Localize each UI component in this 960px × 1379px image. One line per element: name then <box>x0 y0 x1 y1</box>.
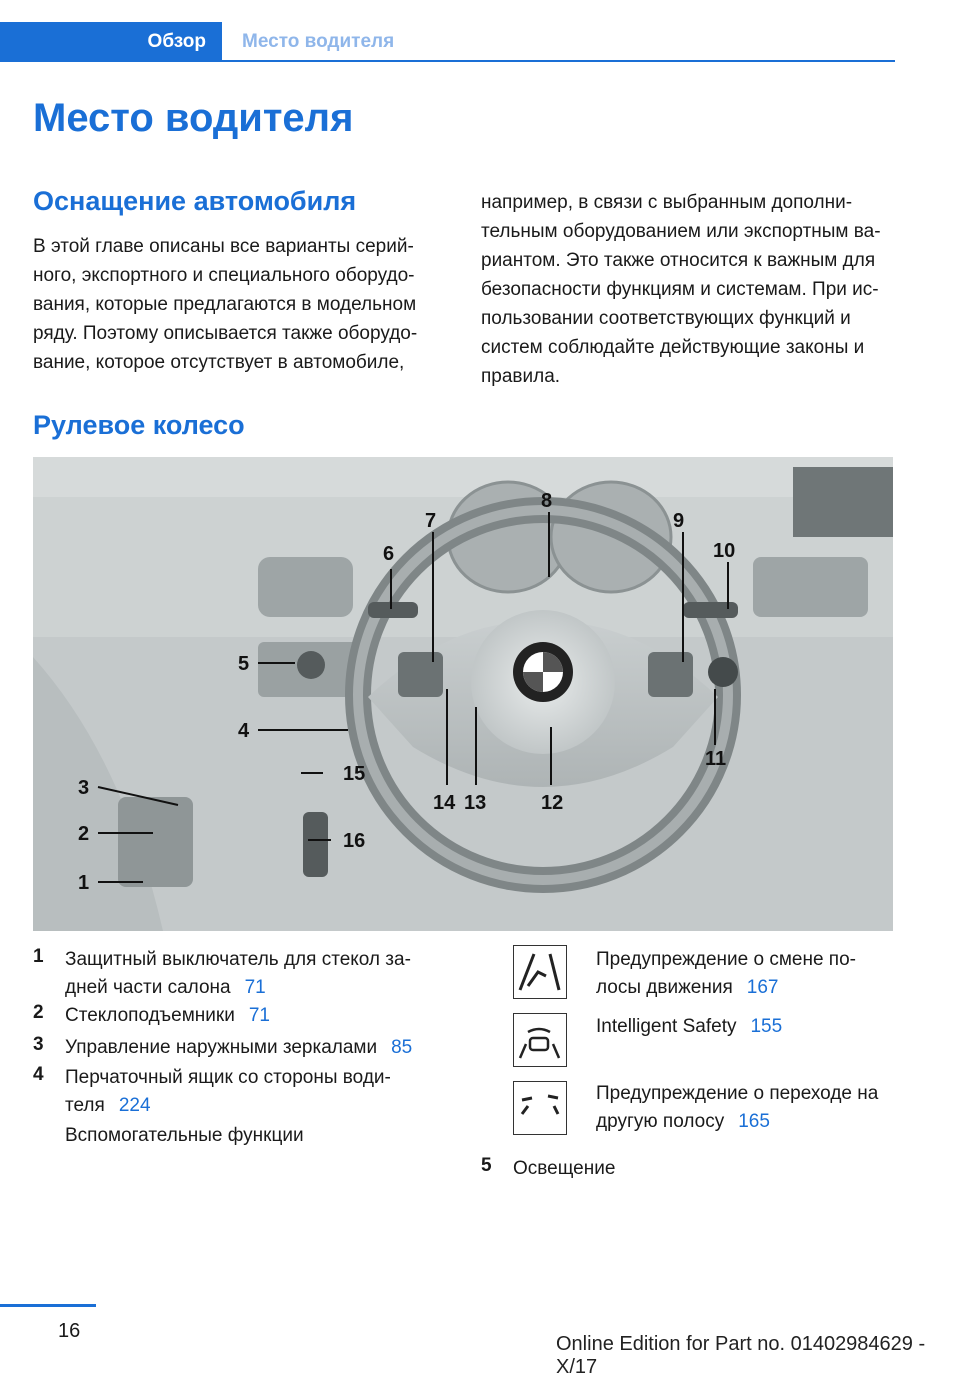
text-line: пользовании соответствующих функций и <box>481 308 851 329</box>
callout-4: 4 <box>238 720 250 742</box>
legend-num: 3 <box>33 1034 44 1055</box>
text-line: ного, экспортного и специального оборудо- <box>33 265 415 286</box>
bmw-logo <box>513 642 573 702</box>
cockpit-illustration <box>33 457 893 931</box>
legend-item-lane-departure <box>596 946 856 1002</box>
legend-num: 2 <box>33 1002 44 1023</box>
edition-note: Online Edition for Part no. 01402984629 - X/17 <box>556 1333 926 1378</box>
legend-item-intelligent-safety <box>596 1013 782 1041</box>
text-line: ряду. Поэтому описывается также оборудо- <box>33 323 418 344</box>
tab-driver-seat[interactable]: Место водителя <box>242 31 395 52</box>
legend-text: Освещение <box>513 1158 616 1179</box>
page-number: 16 <box>58 1320 81 1342</box>
legend-text: Вспомогательные функции <box>65 1125 304 1146</box>
header-rule <box>0 60 895 62</box>
legend-num: 4 <box>33 1064 44 1085</box>
callout-14: 14 <box>433 792 456 814</box>
legend-text: Intelligent Safety <box>596 1016 737 1037</box>
footer-rule <box>0 1304 96 1307</box>
callout-1: 1 <box>78 872 90 894</box>
page-title: Место водителя <box>33 96 354 140</box>
text-line: вание, которое отсутствует в автомобиле, <box>33 352 405 373</box>
callout-5: 5 <box>238 653 250 675</box>
tab-overview[interactable]: Обзор <box>0 22 222 62</box>
page-link[interactable]: 224 <box>118 1095 151 1116</box>
lane-departure-warning-icon <box>513 945 567 999</box>
callout-11: 11 <box>705 748 727 770</box>
text-line: безопасности функциям и системам. При ис- <box>481 279 879 300</box>
legend-num: 1 <box>33 946 44 967</box>
legend-text: Стеклоподъемники <box>65 1005 235 1026</box>
legend-item-glovebox <box>65 1064 391 1120</box>
page-link[interactable]: 165 <box>738 1111 770 1132</box>
intro-paragraph-left <box>33 232 443 377</box>
legend-item-power-windows <box>65 1002 270 1030</box>
legend-text: дней части салона <box>65 977 231 998</box>
text-line: например, в связи с выбранным дополни- <box>481 192 853 213</box>
text-line: тельным оборудованием или экспортным ва- <box>481 221 881 242</box>
callout-9: 9 <box>673 510 685 532</box>
legend-item-rear-window-lock <box>65 946 411 1002</box>
callout-12: 12 <box>541 792 564 814</box>
text-line: систем соблюдайте действующие законы и <box>481 337 865 358</box>
legend-item-mirrors <box>65 1034 412 1062</box>
callout-7: 7 <box>425 510 437 532</box>
page-link[interactable]: 155 <box>750 1016 783 1037</box>
text-line: В этой главе описаны все варианты серий- <box>33 236 414 257</box>
legend-text: Перчаточный ящик со стороны води- <box>65 1067 391 1088</box>
lane-change-warning-icon <box>513 1081 567 1135</box>
callout-16: 16 <box>343 830 366 852</box>
page-link[interactable]: 85 <box>391 1037 413 1058</box>
legend-num: 5 <box>481 1155 492 1176</box>
legend-item-lane-change <box>596 1080 878 1136</box>
callout-10: 10 <box>713 540 736 562</box>
page-link[interactable]: 167 <box>746 977 779 998</box>
legend-text: другую полосу <box>596 1111 725 1132</box>
callout-6: 6 <box>383 543 395 565</box>
section-heading-equipment: Оснащение автомобиля <box>33 186 357 216</box>
callout-8: 8 <box>541 490 553 512</box>
legend-text: теля <box>65 1095 105 1116</box>
text-line: правила. <box>481 366 561 387</box>
legend-text: Предупреждение о переходе на <box>596 1083 879 1104</box>
page-link[interactable]: 71 <box>248 1005 270 1026</box>
text-line: риантом. Это также относится к важным для <box>481 250 876 271</box>
section-heading-steering-wheel: Рулевое колесо <box>33 410 245 440</box>
callout-15: 15 <box>343 763 366 785</box>
text-line: вания, которые предлагаются в модельном <box>33 294 417 315</box>
legend-item-lighting <box>513 1155 615 1183</box>
callout-2: 2 <box>78 823 90 845</box>
callout-13: 13 <box>464 792 487 814</box>
callout-3: 3 <box>78 777 90 799</box>
intelligent-safety-icon <box>513 1013 567 1067</box>
legend-text: лосы движения <box>596 977 733 998</box>
intro-paragraph-right <box>481 188 895 391</box>
page-link[interactable]: 71 <box>244 977 266 998</box>
legend-text: Предупреждение о смене по- <box>596 949 856 970</box>
legend-item-aux-functions <box>65 1122 304 1150</box>
legend-text: Управление наружными зеркалами <box>65 1037 378 1058</box>
legend-text: Защитный выключатель для стекол за- <box>65 949 411 970</box>
